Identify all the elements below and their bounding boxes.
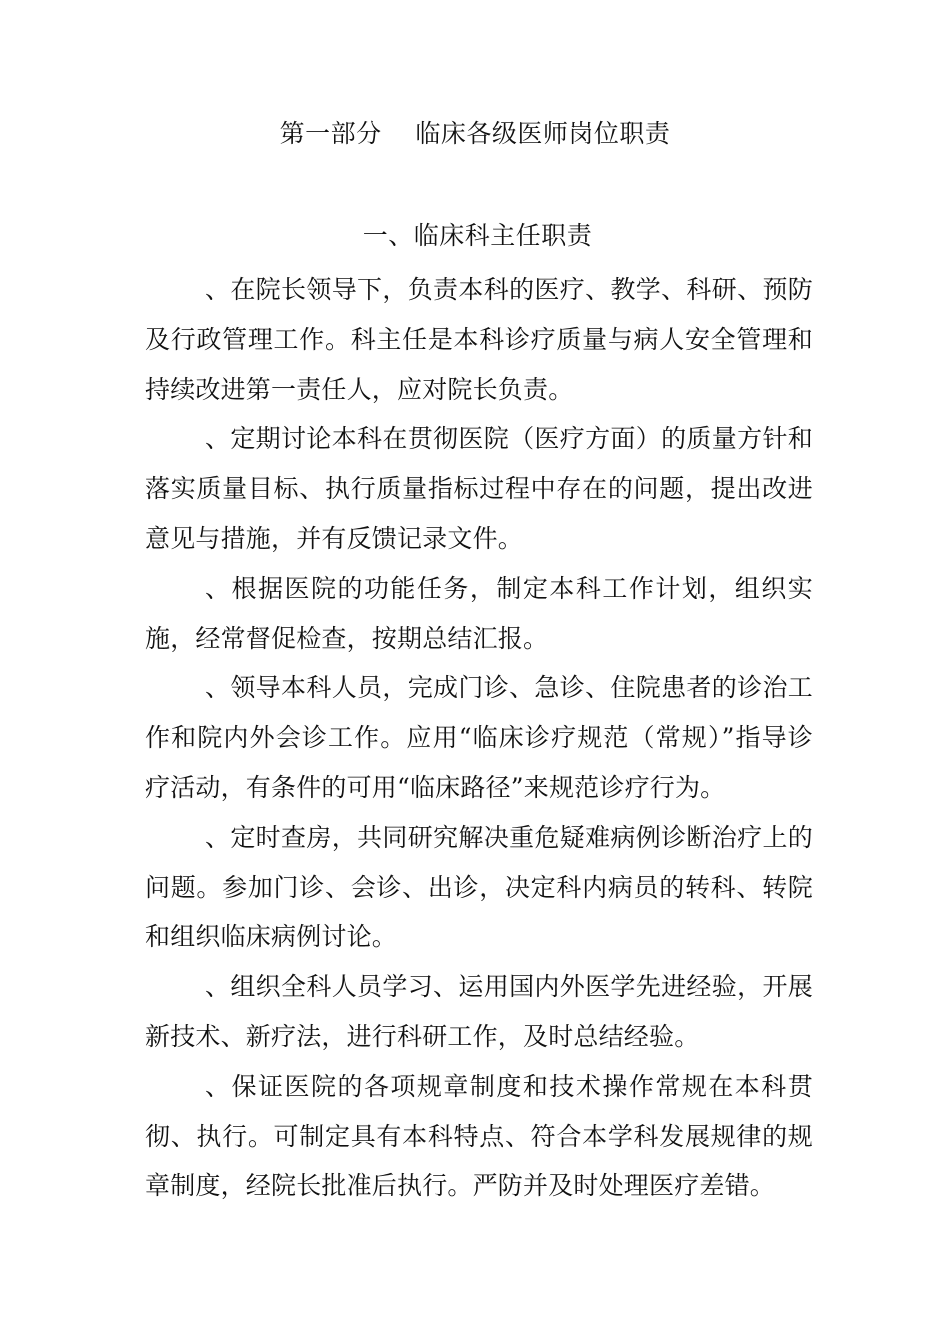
body-text bbox=[145, 265, 813, 1211]
page-title: 第一部分 临床各级医师岗位职责 bbox=[279, 119, 671, 148]
paragraph-4: 、领导本科人员，完成门诊、急诊、住院患者的诊治工作和院内外会诊工作。应用“临床诊疗规范（常规）”指导诊疗活动，有条件的可用“临床路径”来规范诊疗行为。 bbox=[145, 673, 813, 802]
paragraph-6: 、组织全科人员学习、运用国内外医学先进经验，开展新技术、新疗法，进行科研工作，及时总结经验。 bbox=[145, 972, 813, 1051]
paragraph-3: 、根据医院的功能任务，制定本科工作计划，组织实施，经常督促检查，按期总结汇报。 bbox=[145, 573, 813, 653]
paragraph-2: 、定期讨论本科在贯彻医院（医疗方面）的质量方针和落实质量目标、执行质量指标过程中存在的问题，提出改进意见与措施，并有反馈记录文件。 bbox=[145, 424, 813, 553]
paragraph-7: 、保证医院的各项规章制度和技术操作常规在本科贯彻、执行。可制定具有本科特点、符合本学科发展规律的规章制度，经院长批准后执行。严防并及时处理医疗差错。 bbox=[145, 1071, 813, 1201]
section-heading: 一、临床科主任职责 bbox=[362, 221, 593, 250]
paragraph-5: 、定时查房，共同研究解决重危疑难病例诊断治疗上的问题。参加门诊、会诊、出诊，决定科内病员的转科、转院和组织临床病例讨论。 bbox=[145, 822, 813, 952]
paragraph-1: 、在院长领导下，负责本科的医疗、教学、科研、预防及行政管理工作。科主任是本科诊疗质量与病人安全管理和持续改进第一责任人，应对院长负责。 bbox=[145, 275, 813, 404]
